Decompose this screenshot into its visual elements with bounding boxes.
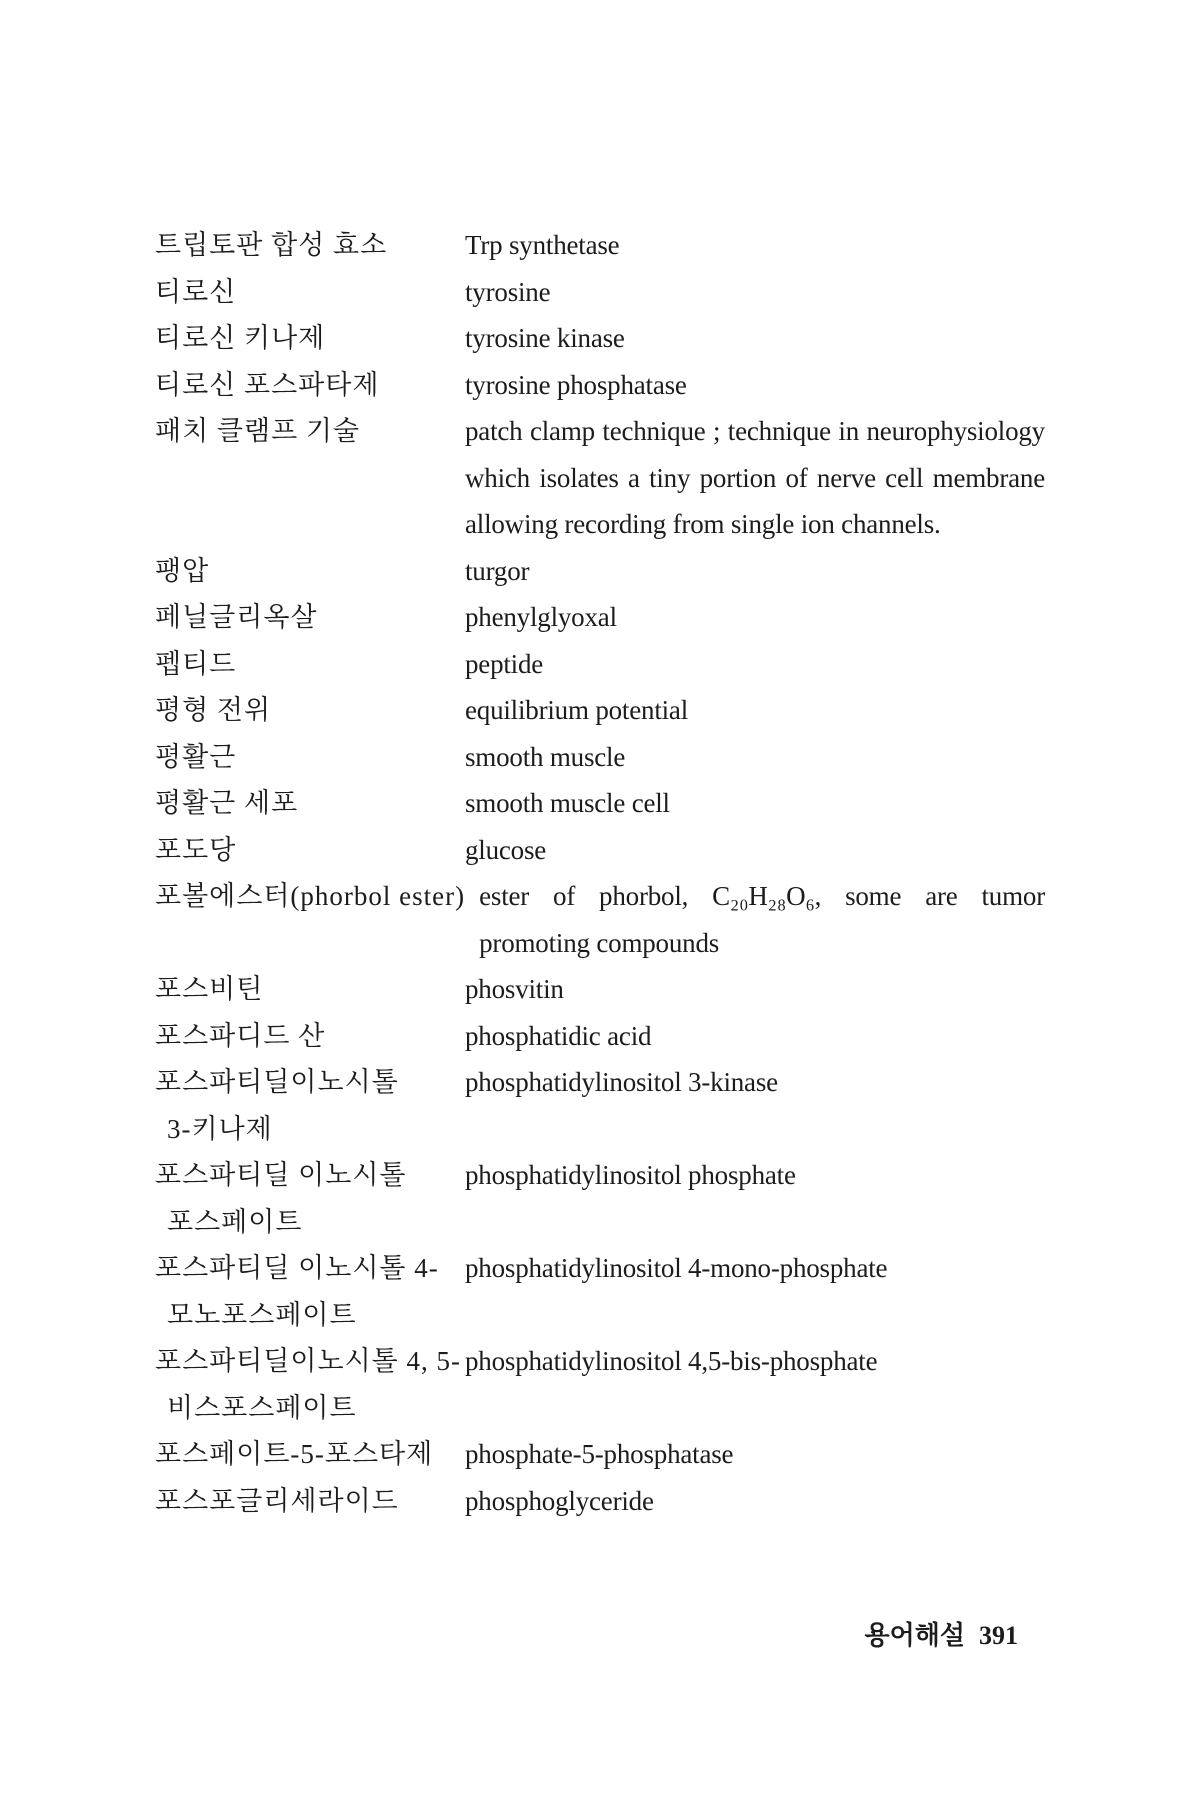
- korean-term: [155, 1152, 465, 1245]
- page-number: 391: [979, 1621, 1018, 1650]
- korean-term: 패치 클램프 기술: [155, 416, 361, 446]
- glossary-entry: [155, 315, 1045, 362]
- korean-term-line: 포스파티딜 이노시톨 4-: [155, 1253, 439, 1283]
- english-definition: phenylglyoxal: [465, 602, 617, 632]
- glossary-entry: [155, 873, 1045, 966]
- glossary-entry: [155, 1013, 1045, 1060]
- glossary-entry: [155, 594, 1045, 641]
- glossary-entry: [155, 827, 1045, 874]
- english-definition: phosphatidic acid: [465, 1020, 652, 1051]
- glossary-entry: [155, 687, 1045, 734]
- korean-term: 팽압: [155, 555, 210, 586]
- english-definition: peptide: [465, 648, 544, 679]
- korean-term-continuation: 포스페이트: [167, 1206, 303, 1237]
- glossary-entry: [155, 1478, 1045, 1525]
- page-footer: [865, 1615, 1018, 1652]
- korean-term: 포스비틴: [155, 974, 264, 1004]
- english-definition: tyrosine kinase: [465, 323, 625, 353]
- english-definition: patch clamp technique ; technique in neurophysiology which isolates a tiny portion of nerve cell membrane allowing recording from single ion channels.: [465, 416, 1045, 539]
- english-definition: Trp synthetase: [465, 230, 620, 260]
- korean-term: 포스페이트-5-포스타제: [155, 1439, 434, 1469]
- korean-term: 펩티드: [155, 648, 237, 679]
- korean-term-line: 포스파티딜이노시톨: [155, 1067, 399, 1097]
- glossary-entry: [155, 1338, 1045, 1431]
- korean-term-continuation: 모노포스페이트: [167, 1299, 357, 1330]
- glossary-entry: [155, 1245, 1045, 1338]
- korean-term: 평활근: [155, 741, 237, 772]
- korean-term: [155, 1245, 465, 1338]
- glossary-entry: [155, 1152, 1045, 1245]
- korean-term: 평활근 세포: [155, 788, 299, 818]
- english-definition: phosphatidylinositol phosphate: [465, 1160, 796, 1190]
- korean-term: 포도당: [155, 834, 237, 865]
- korean-term: 페닐글리옥살: [155, 602, 318, 632]
- glossary-entry: [155, 780, 1045, 827]
- glossary-entry: [155, 548, 1045, 595]
- korean-term-line: 포스파티딜이노시톨 4, 5-: [155, 1346, 461, 1376]
- english-definition: phosphatidylinositol 4,5-bis-phosphate: [465, 1346, 878, 1376]
- english-definition: tyrosine phosphatase: [465, 369, 687, 400]
- english-definition: phosphoglyceride: [465, 1485, 654, 1516]
- korean-term: 포볼에스터(phorbol ester): [155, 881, 466, 911]
- korean-term: 티로신 포스파타제: [155, 369, 380, 400]
- glossary-entry: [155, 1431, 1045, 1478]
- glossary-entry: [155, 222, 1045, 269]
- glossary-entry: [155, 362, 1045, 409]
- korean-term: 트립토판 합성 효소: [155, 230, 388, 260]
- korean-term: [155, 1338, 465, 1431]
- glossary-entry: [155, 734, 1045, 781]
- english-definition: tyrosine: [465, 276, 551, 307]
- section-title: 용어해설: [864, 1621, 965, 1650]
- english-definition: ester of phorbol, C₂₀H₂₈O₆, some are tumor promoting compounds: [479, 881, 1045, 958]
- korean-term: 포스파디드 산: [155, 1020, 326, 1051]
- english-definition: phosphatidylinositol 3-kinase: [465, 1067, 778, 1097]
- glossary-entry: [155, 408, 1045, 548]
- glossary-entry: [155, 1059, 1045, 1152]
- glossary-list: [155, 222, 1045, 1524]
- glossary-entry: [155, 966, 1045, 1013]
- korean-term: 평형 전위: [155, 695, 272, 725]
- korean-term: 티로신: [155, 276, 237, 307]
- korean-term: 포스포글리세라이드: [155, 1485, 399, 1516]
- korean-term-continuation: 비스포스페이트: [167, 1392, 357, 1423]
- korean-term: [155, 1059, 465, 1152]
- english-definition: smooth muscle: [465, 741, 626, 772]
- english-definition: turgor: [465, 555, 530, 586]
- english-definition: glucose: [465, 834, 547, 865]
- english-definition: equilibrium potential: [465, 695, 689, 725]
- korean-term-line: 포스파티딜 이노시톨: [155, 1160, 407, 1190]
- english-definition: phosvitin: [465, 974, 564, 1004]
- glossary-entry: [155, 269, 1045, 316]
- english-definition: phosphate-5-phosphatase: [465, 1439, 734, 1469]
- korean-term-continuation: 3-키나제: [167, 1113, 273, 1144]
- glossary-entry: [155, 641, 1045, 688]
- english-definition: smooth muscle cell: [465, 788, 670, 818]
- korean-term: 티로신 키나제: [155, 323, 326, 353]
- english-definition: phosphatidylinositol 4-mono-phosphate: [465, 1253, 888, 1283]
